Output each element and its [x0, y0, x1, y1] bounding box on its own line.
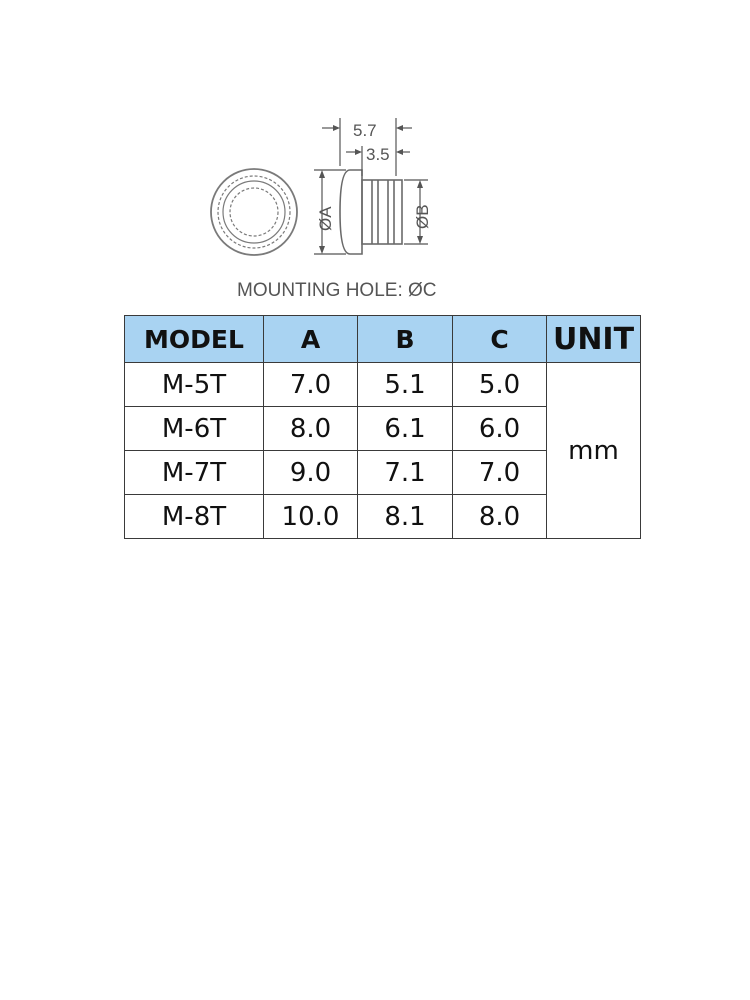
cell-unit: mm	[547, 363, 641, 539]
front-view-plug	[211, 169, 297, 255]
cell-a: 9.0	[264, 451, 358, 495]
cell-b: 5.1	[358, 363, 453, 407]
header-unit: UNIT	[547, 316, 641, 363]
header-b: B	[358, 316, 453, 363]
technical-drawing	[0, 0, 750, 310]
cell-a: 7.0	[264, 363, 358, 407]
spec-table	[124, 315, 641, 539]
cell-a: 10.0	[264, 495, 358, 539]
dimension-b-label: ØB	[413, 204, 432, 229]
cell-model: M-7T	[125, 451, 264, 495]
header-c: C	[453, 316, 547, 363]
cell-b: 7.1	[358, 451, 453, 495]
cell-a: 8.0	[264, 407, 358, 451]
table-row	[125, 363, 641, 407]
cell-model: M-6T	[125, 407, 264, 451]
cell-c: 5.0	[453, 363, 547, 407]
cell-b: 8.1	[358, 495, 453, 539]
dimension-overall-length: 5.7	[353, 121, 377, 140]
cell-model: M-5T	[125, 363, 264, 407]
header-a: A	[264, 316, 358, 363]
dimension-a-label: ØA	[316, 206, 335, 231]
dimension-inner-length: 3.5	[366, 145, 390, 164]
cell-c: 7.0	[453, 451, 547, 495]
cell-b: 6.1	[358, 407, 453, 451]
side-view-plug	[340, 170, 402, 254]
table-header-row	[125, 316, 641, 363]
cell-c: 8.0	[453, 495, 547, 539]
mounting-hole-label: MOUNTING HOLE: ØC	[237, 280, 437, 301]
header-model: MODEL	[125, 316, 264, 363]
cell-c: 6.0	[453, 407, 547, 451]
cell-model: M-8T	[125, 495, 264, 539]
